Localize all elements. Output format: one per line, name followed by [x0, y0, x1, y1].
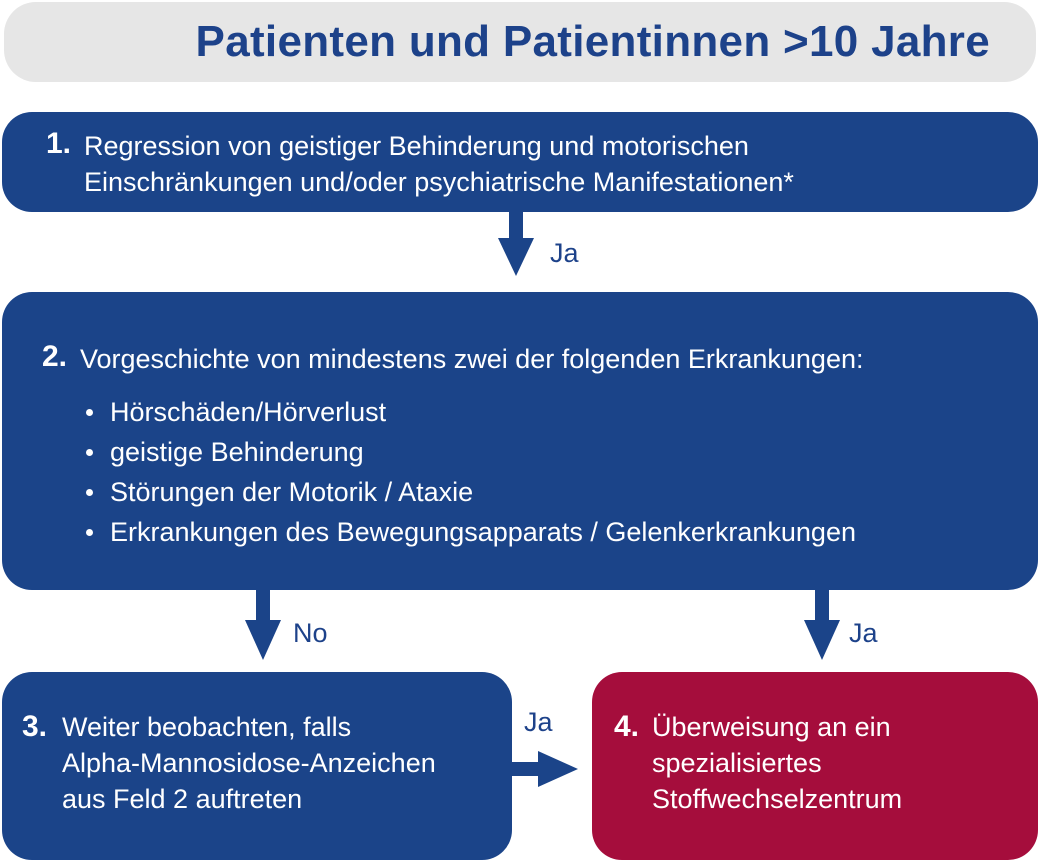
page-title: Patienten und Patientinnen >10 Jahre	[195, 17, 990, 66]
step-3-line-1: Weiter beobachten, falls	[62, 712, 352, 742]
arrow-1-to-2	[498, 212, 534, 276]
step-3-number: 3.	[22, 710, 48, 743]
edge-label-3-to-4: Ja	[524, 707, 553, 737]
step-1-line-2: Einschränkungen und/oder psychiatrische Manifestationen*	[84, 167, 794, 197]
step-1-line-1: Regression von geistiger Behinderung und motorischen	[84, 131, 749, 161]
edge-label-2-to-3: No	[293, 618, 328, 648]
step-2-heading: Vorgeschichte von mindestens zwei der folgenden Erkrankungen:	[80, 344, 864, 374]
edge-label-1-to-2: Ja	[550, 238, 579, 268]
edge-label-2-to-4: Ja	[849, 618, 878, 648]
step-4-line-1: Überweisung an ein	[652, 712, 891, 742]
arrow-3-to-4	[512, 751, 578, 787]
step-4-number: 4.	[614, 710, 640, 743]
step-4-line-3: Stoffwechselzentrum	[652, 784, 903, 814]
list-item: Hörschäden/Hörverlust	[82, 392, 856, 432]
step-3-line-2: Alpha-Mannosidose-Anzeichen	[62, 748, 436, 778]
step-4-line-2: spezialisiertes	[652, 748, 822, 778]
list-item: Störungen der Motorik / Ataxie	[82, 472, 856, 512]
arrow-2-to-3	[245, 590, 281, 660]
step-2-number: 2.	[42, 340, 68, 373]
list-item: Erkrankungen des Bewegungsapparats / Gelenkerkrankungen	[82, 512, 856, 552]
step-1-number: 1.	[46, 127, 72, 160]
step-3-line-3: aus Feld 2 auftreten	[62, 784, 303, 814]
list-item: geistige Behinderung	[82, 432, 856, 472]
arrow-2-to-4	[804, 590, 840, 660]
